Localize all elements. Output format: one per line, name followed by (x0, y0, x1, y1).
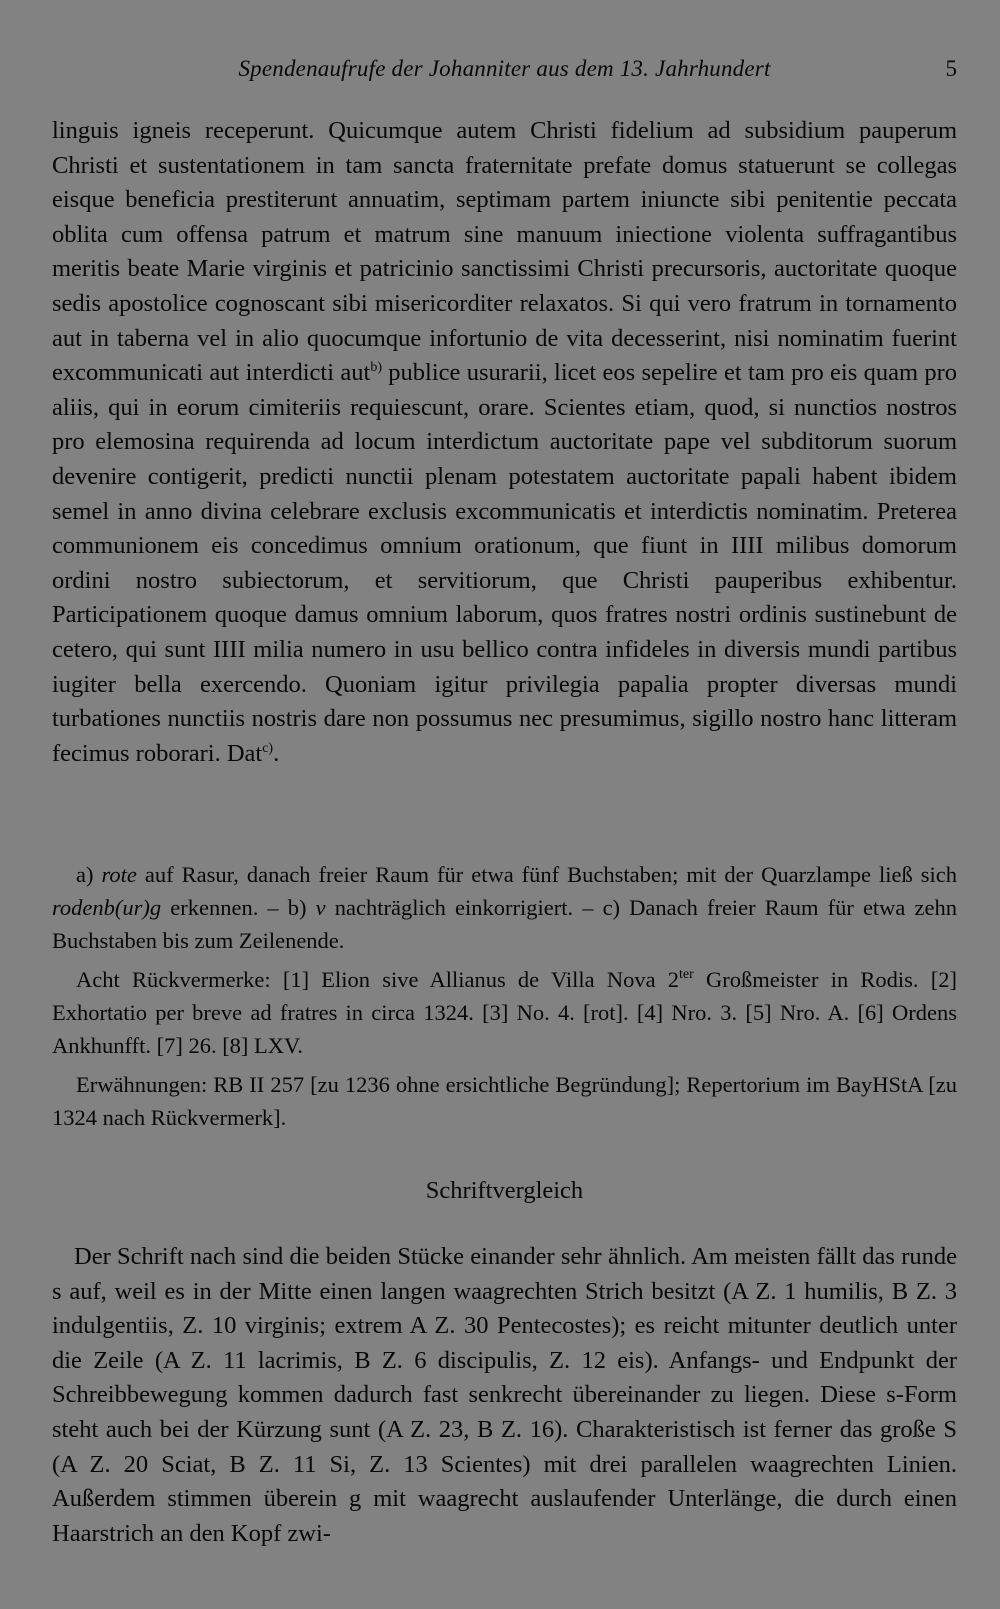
section-body (52, 1240, 957, 1551)
edition-text-part-2: publice usurarii, licet eos sepelire et tam pro eis quam pro aliis, qui in eorum cimiteriis requiescunt, orare. Scientes etiam, quod, si nunctios nostros pro elemosina requirenda ad locum interdictum auctoritate pape vel subditorum suorum devenire contigerit, predicti nunctii plenam potestatem auctoritate papali habent ibidem semel in anno divina celebrare exclusis excommunicatis et interdictis nominatim. Preterea communionem eis concedimus omnium orationum, que fiunt in IIII milibus domorum ordini nostro subiectorum, et servitiorum, que Christi pauperibus exhibentur. Participationem quoque damus omnium laborum, quos fratres nostri ordinis sustinebunt de cetero, qui sunt IIII milia numero in usu bellico contra infideles in diversis mundi partibus iugiter bella exercendo. Quoniam igitur privilegia papalia propter diversas mundi turbationes nunctiis nostris dare non possumus nec presumimus, sigillo nostro hanc litteram fecimus roborari. Dat (52, 359, 958, 767)
footnote-text: auf Rasur, danach freier Raum für etwa fünf Buchstaben; mit der Quarzlampe ließ sich (136, 862, 957, 887)
footnote-endorsements (52, 963, 957, 1062)
edition-paragraph (52, 114, 957, 771)
running-head (52, 52, 957, 88)
critical-apparatus (52, 858, 957, 1140)
section-heading: Schriftvergleich (425, 1177, 584, 1204)
endorsements-text: Großmeister in Rodis. [2] Exhortatio per breve ad fratres in circa 1324. [3] No. 4. [rot]. [4] Nro. 3. [5] Nro. A. [6] Ordens Ankhunfft. [7] 26. [8] LXV. (52, 967, 957, 1058)
footnote-text: nachträglich einkorrigiert. – c) Danach freier Raum für etwa zehn Buchstaben bis zum Zeilenende. (52, 895, 957, 953)
footnote-lemma-v: v (315, 895, 326, 920)
endorsements-text: Acht Rückvermerke: [1] Elion sive Allianus de Villa Nova 2 (76, 967, 680, 992)
edition-text-end: . (273, 739, 280, 767)
edition-text (52, 114, 957, 771)
footnote-mentions: Erwähnungen: RB II 257 [zu 1236 ohne ersichtliche Begründung]; Repertorium im BayHStA [zu 1324 nach Rückvermerk]. (52, 1072, 957, 1130)
footnote-variants (52, 858, 957, 957)
footnote-lemma-rote: rote (101, 862, 137, 887)
footnote-marker-c: c) (262, 740, 274, 756)
footnote-lemma-rodenbg: rodenb(ur)g (52, 895, 162, 920)
edition-text-part-1: linguis igneis receperunt. Quicumque autem Christi fidelium ad subsidium pauperum Christi et sustentationem in tam sancta fraternitate prefate domus statuerunt se collegas eisque beneficia prestiterunt annuatim, septimam partem iniuncte sibi penitentie peccata oblita cum offensa patrum et matrum sine manuum iniectione violenta suffragantibus meritis beate Marie virginis et patricinio sanctissimi Christi precursoris, auctoritate quoque sedis apostolice cognoscant sibi misericorditer relaxatos. Si qui vero fratrum in tornamento aut in taberna vel in alio quocumque infortunio de vita decesserint, nisi nominatim fuerint excommunicati aut interdicti aut (52, 117, 957, 387)
running-title: Spendenaufrufe der Johanniter aus dem 13. Jahrhundert (238, 56, 771, 81)
footnote-marker-b: b) (370, 360, 382, 376)
section-paragraph: Der Schrift nach sind die beiden Stücke einander sehr ähnlich. Am meisten fällt das runde s auf, weil es in der Mitte einen langen waagrechten Strich besitzt (A Z. 1 humilis, B Z. 3 indulgentiis, Z. 10 virginis; extrem A Z. 30 Pentecostes); es reicht mitunter deutlich unter die Zeile (A Z. 11 lacrimis, B Z. 6 discipulis, Z. 12 eis). Anfangs- und Endpunkt der Schreibbewegung kommen dadurch fast senkrecht übereinander zu liegen. Diese s-Form steht auch bei der Kürzung sunt (A Z. 23, B Z. 16). Charakteristisch ist ferner das große S (A Z. 20 Sciat, B Z. 11 Si, Z. 13 Scientes) mit drei parallelen waagrechten Linien. Außerdem stimmen überein g mit waagrecht auslaufender Unterlänge, die durch einen Haarstrich an den Kopf zwi- (52, 1243, 957, 1547)
page-number: 5 (945, 56, 957, 81)
superscript-ter: ter (679, 967, 694, 982)
footnote-a-label: a) (76, 862, 102, 887)
footnote-text: erkennen. – b) (161, 895, 316, 920)
